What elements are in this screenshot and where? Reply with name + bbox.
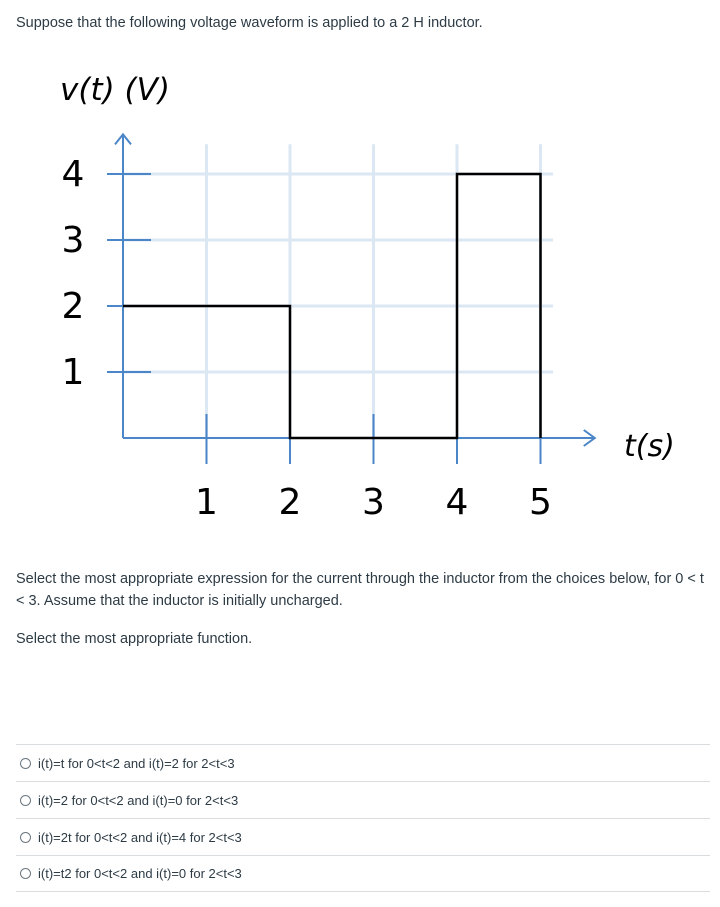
radio-button-icon[interactable] xyxy=(20,758,31,769)
question-intro: Suppose that the following voltage waveform is applied to a 2 H inductor. xyxy=(16,15,483,31)
radio-button-icon[interactable] xyxy=(20,832,31,843)
choice-label: i(t)=t for 0<t<2 and i(t)=2 for 2<t<3 xyxy=(38,755,235,771)
radio-button-icon[interactable] xyxy=(20,795,31,806)
question-instruction: Select the most appropriate function. xyxy=(16,631,253,647)
y-axis-label: v(t) (V) xyxy=(60,72,170,108)
x-tick-label: 5 xyxy=(529,482,552,523)
answer-choices xyxy=(16,744,710,892)
chart-ticks xyxy=(107,174,541,464)
y-tick-label: 4 xyxy=(61,154,85,195)
chart-axes xyxy=(115,134,595,446)
choice-option[interactable] xyxy=(16,855,710,892)
choice-option[interactable] xyxy=(16,744,710,781)
question-prompt: Select the most appropriate expression for the current through the inductor from the choices below, for 0 < t < 3. Assume that the inductor is initially uncharged. xyxy=(16,571,704,609)
x-tick-label: 4 xyxy=(445,482,469,523)
chart-grid xyxy=(123,144,553,438)
chart-tick-labels xyxy=(62,154,552,523)
x-axis-label: t(s) xyxy=(624,429,675,464)
x-tick-label: 1 xyxy=(195,482,218,523)
y-tick-label: 1 xyxy=(61,352,85,393)
choice-option[interactable] xyxy=(16,818,710,855)
radio-button-icon[interactable] xyxy=(20,868,31,879)
x-tick-label: 3 xyxy=(362,482,385,523)
y-tick-label: 3 xyxy=(61,220,85,261)
choice-label: i(t)=2 for 0<t<2 and i(t)=0 for 2<t<3 xyxy=(38,792,239,808)
choice-label: i(t)=t2 for 0<t<2 and i(t)=0 for 2<t<3 xyxy=(38,866,242,881)
voltage-waveform-chart xyxy=(0,48,720,528)
choice-label: i(t)=2t for 0<t<2 and i(t)=4 for 2<t<3 xyxy=(38,829,242,845)
y-tick-label: 2 xyxy=(61,286,85,327)
choice-option[interactable] xyxy=(16,781,710,818)
x-tick-label: 2 xyxy=(278,482,302,523)
